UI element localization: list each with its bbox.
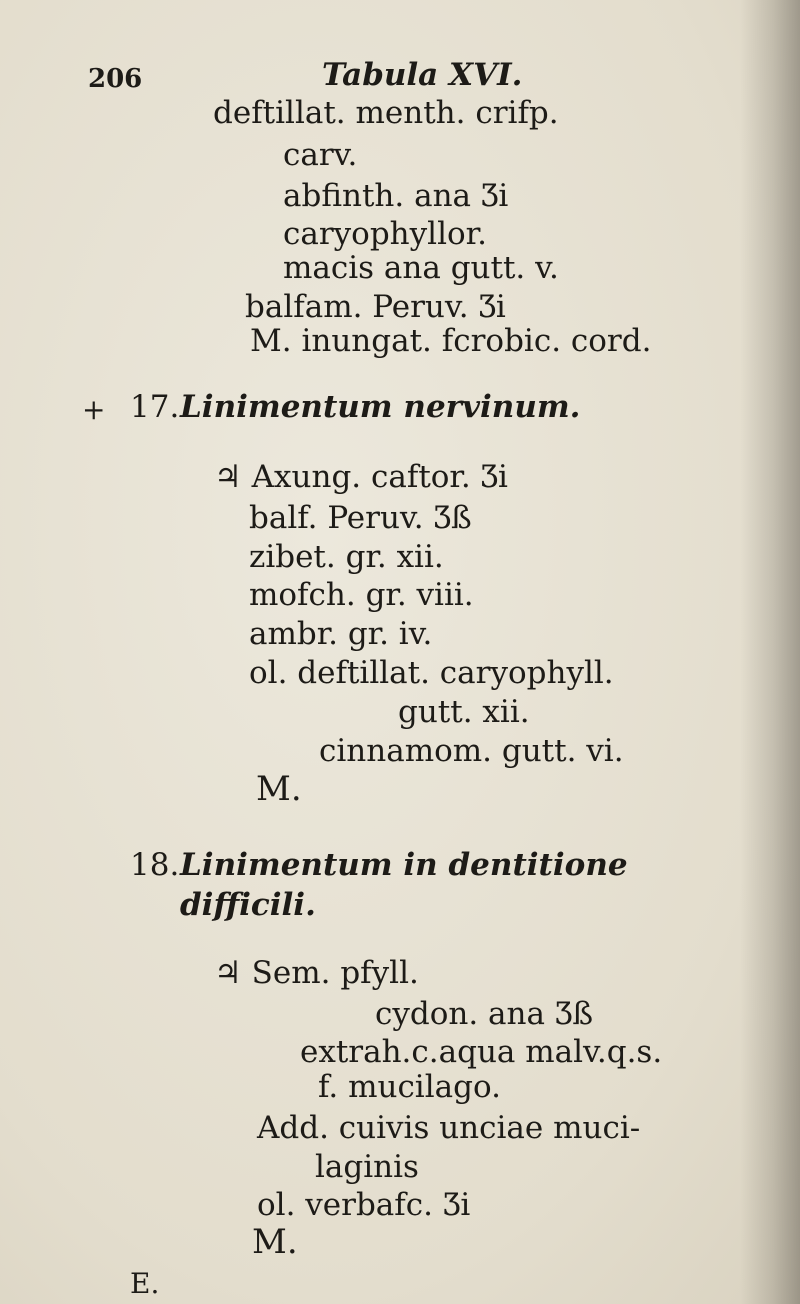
recipe-line: M. inungat. fcrobic. cord. (250, 323, 652, 359)
recipe-line: extrah.c.aqua malv.q.s. (300, 1034, 663, 1070)
recipe-line: f. mucilago. (318, 1069, 501, 1105)
recipe-line: ol. verbafc. Ʒi (257, 1187, 471, 1223)
recipe-line: carv. (283, 137, 358, 173)
recipe-line: gutt. xii. (398, 694, 530, 730)
section-letter: E. (130, 1267, 160, 1300)
recipe-line: balf. Peruv. Ʒß (249, 500, 472, 536)
recipe-line: cinnamom. gutt. vi. (319, 733, 624, 769)
section-title: Linimentum nervinum. (180, 389, 581, 425)
recipe-line: laginis (315, 1149, 419, 1185)
recipe-line: zibet. gr. xii. (249, 539, 444, 575)
recipe-line: cydon. ana Ʒß (375, 996, 594, 1032)
recipe-line: M. (252, 1222, 298, 1262)
recipe-line: ambr. gr. iv. (249, 616, 433, 652)
recipe-line: Add. cuivis unciae muci- (257, 1110, 641, 1146)
margin-mark: + (82, 393, 106, 426)
table-label: Tabula XVI. (322, 57, 523, 93)
page-edge-shadow (740, 0, 800, 1304)
recipe-line: abfinth. ana Ʒi (283, 178, 509, 214)
section-number: 18. (130, 847, 180, 883)
recipe-line: mofch. gr. viii. (249, 577, 474, 613)
section-title-continued: difficili. (180, 887, 316, 923)
recipe-line: deftillat. menth. crifp. (213, 95, 559, 131)
recipe-line: ol. deftillat. caryophyll. (249, 655, 614, 691)
recipe-line: macis ana gutt. v. (283, 250, 559, 286)
recipe-line: balfam. Peruv. Ʒi (245, 289, 506, 325)
recipe-line: ♃ Sem. pfyll. (214, 955, 419, 991)
section-number: 17. (130, 389, 180, 425)
section-title: Linimentum in dentitione (180, 847, 628, 883)
recipe-line: M. (256, 769, 302, 809)
recipe-line: ♃ Axung. caftor. Ʒi (214, 459, 508, 495)
page-number: 206 (88, 64, 143, 94)
recipe-line: caryophyllor. (283, 216, 487, 252)
